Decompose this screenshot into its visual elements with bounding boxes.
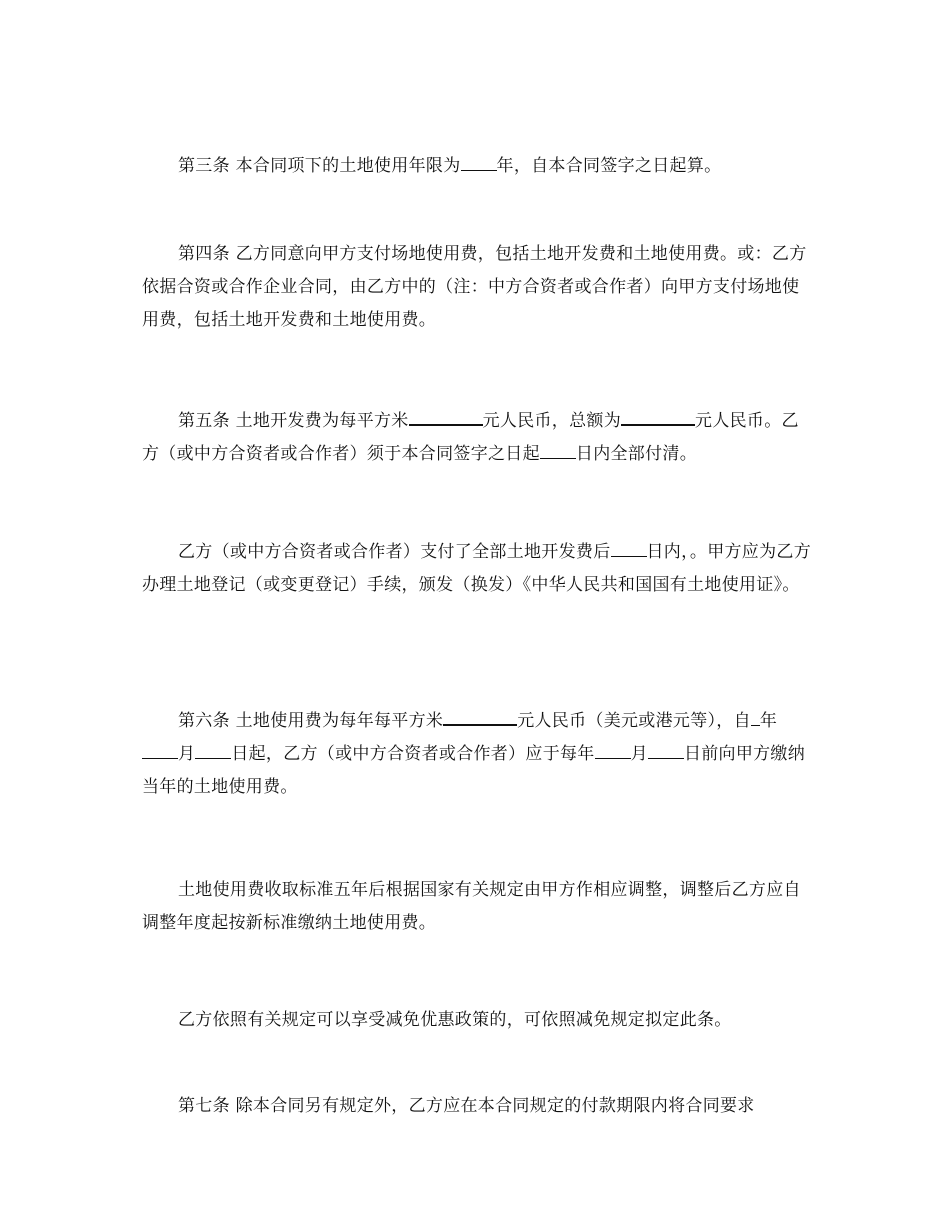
due-day-blank [648,741,684,759]
registration-text-a: 乙方（或中方合资者或合作者）支付了全部土地开发费后 [178,542,611,562]
article-3 [142,150,812,183]
article-6 [142,705,812,804]
fee-adjustment-paragraph [142,874,812,940]
article-7 [142,1090,812,1123]
month-label: 月 [178,744,196,764]
article-3-text-a: 第三条 本合同项下的土地使用年限为 [178,156,461,176]
article-6-text-a: 第六条 土地使用费为每年每平方米 [178,711,444,731]
article-5-text-a: 第五条 土地开发费为每平方米 [178,411,409,431]
article-5-registration [142,536,812,602]
article-5-text-b: 元人民币，总额为 [482,411,622,431]
article-5-text-d: 日内全部付清。 [575,444,698,464]
year-label: 年 [759,711,778,731]
start-day-blank [195,741,231,759]
payment-days-blank [540,441,576,459]
article-5 [142,405,812,471]
registration-text-b: 日内，。甲方应为乙方办理土地登记（或变更登记）手续，颁发（换发）《中华人民共和国国有土地使用证》。 [142,542,811,595]
fee-adjustment-text: 土地使用费收取标准五年后根据国家有关规定由甲方作相应调整，调整后乙方应自调整年度起按新标准缴纳土地使用费。 [142,880,801,933]
term-years-blank [461,153,497,171]
annual-fee-blank [443,707,517,726]
article-4 [142,238,812,337]
article-6-text-e: 日起，乙方（或中方合资者或合作者）应于每年 [231,744,595,764]
article-4-text: 第四条 乙方同意向甲方支付场地使用费，包括土地开发费和土地使用费。或：乙方依据合资或合作企业合同，由乙方中的（注：中方合资者或合作者）向甲方支付场地使用费，包括土地开发费和土地使用费。 [142,244,807,330]
article-6-text-g: 日前向甲方缴纳当年的土地使用费。 [142,744,806,797]
fee-relief-text: 乙方依照有关规定可以享受减免优惠政策的，可依照减免规定拟定此条。 [178,1010,732,1030]
start-month-blank [142,741,178,759]
total-amount-blank [621,407,695,426]
unit-price-blank [409,407,483,426]
due-month-label: 月 [630,744,648,764]
article-3-text-b: 年，自本合同签字之日起算。 [496,156,722,176]
start-year-blank-a [751,708,760,726]
due-month-blank [595,741,631,759]
fee-relief-paragraph [142,1004,812,1037]
article-7-text: 第七条 除本合同另有规定外，乙方应在本合同规定的付款期限内将合同要求 [178,1096,755,1116]
registration-days-blank [611,539,647,557]
article-6-text-b: 元人民币（美元或港元等），自 [517,711,751,731]
article-5-text-c: 元人民币。乙方（或中方合资者或合作者）须于本合同签字之日起 [142,411,799,464]
